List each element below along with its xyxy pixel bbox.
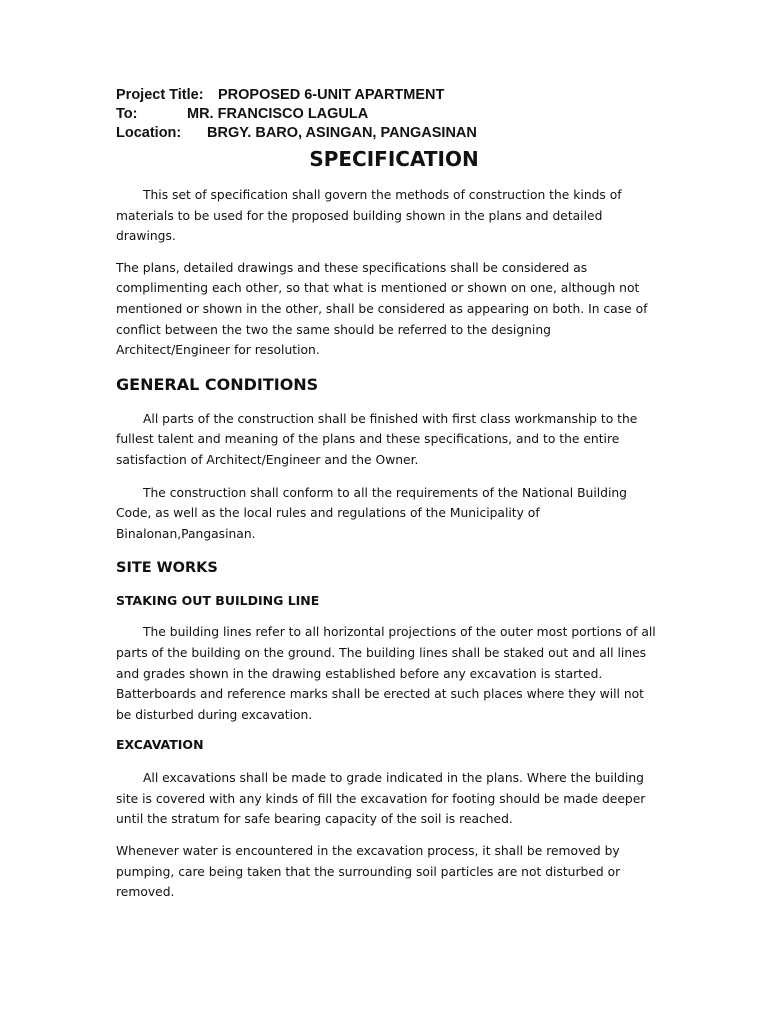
staking-paragraph: The building lines refer to all horizontal projections of the outer most portions of all parts of the building on the ground. The building lines shall be staked out and all lines and grades shown in the drawing established before any excavation is started. Batterboards and reference marks shall be erected at such places where they will not be disturbed during excavation. [116, 625, 656, 722]
intro-paragraph: This set of specification shall govern the methods of construction the kinds of materials to be used for the proposed building shown in the plans and detailed drawings. [116, 188, 622, 244]
general-conditions-heading: GENERAL CONDITIONS [116, 374, 319, 394]
document-title: SPECIFICATION [309, 147, 479, 171]
excavation-heading: EXCAVATION [116, 737, 204, 753]
staking-heading: STAKING OUT BUILDING LINE [116, 593, 320, 609]
project-title-row [116, 86, 656, 105]
recipient-row [116, 105, 656, 124]
location-row [116, 124, 656, 143]
excavation-paragraph: Whenever water is encountered in the excavation process, it shall be removed by pumping, care being taken that the surrounding soil particles are not disturbed or removed. [116, 844, 621, 900]
recipient-value: MR. FRANCISCO LAGULA [187, 106, 369, 122]
location-label: Location: [116, 125, 182, 141]
site-works-heading: SITE WORKS [116, 560, 218, 577]
excavation-paragraph: All excavations shall be made to grade indicated in the plans. Where the building site is covered with any kinds of fill the excavation for footing should be made deeper until the stratum for safe bearing capacity of the soil is reached. [116, 771, 646, 827]
document-page [116, 86, 656, 903]
general-conditions-paragraph: The construction shall conform to all the requirements of the National Building Code, as well as the local rules and regulations of the Municipality of Binalonan,Pangasinan. [116, 485, 627, 541]
intro-paragraph: The plans, detailed drawings and these specifications shall be considered as complimenting each other, so that what is mentioned or shown on one, although not mentioned or shown in the other, shall be considered as appearing on both. In case of conflict between the two the same should be referred to the designing Architect/Engineer for resolution. [116, 260, 648, 358]
project-title-value: PROPOSED 6-UNIT APARTMENT [218, 87, 445, 103]
general-conditions-paragraph: All parts of the construction shall be finished with first class workmanship to the fullest talent and meaning of the plans and these specifications, and to the entire satisfaction of Architect/Engineer and the Owner. [116, 411, 638, 467]
project-title-label: Project Title: [116, 87, 204, 103]
location-value: BRGY. BARO, ASINGAN, PANGASINAN [207, 125, 477, 141]
project-header [116, 86, 656, 143]
recipient-label: To: [116, 106, 138, 122]
